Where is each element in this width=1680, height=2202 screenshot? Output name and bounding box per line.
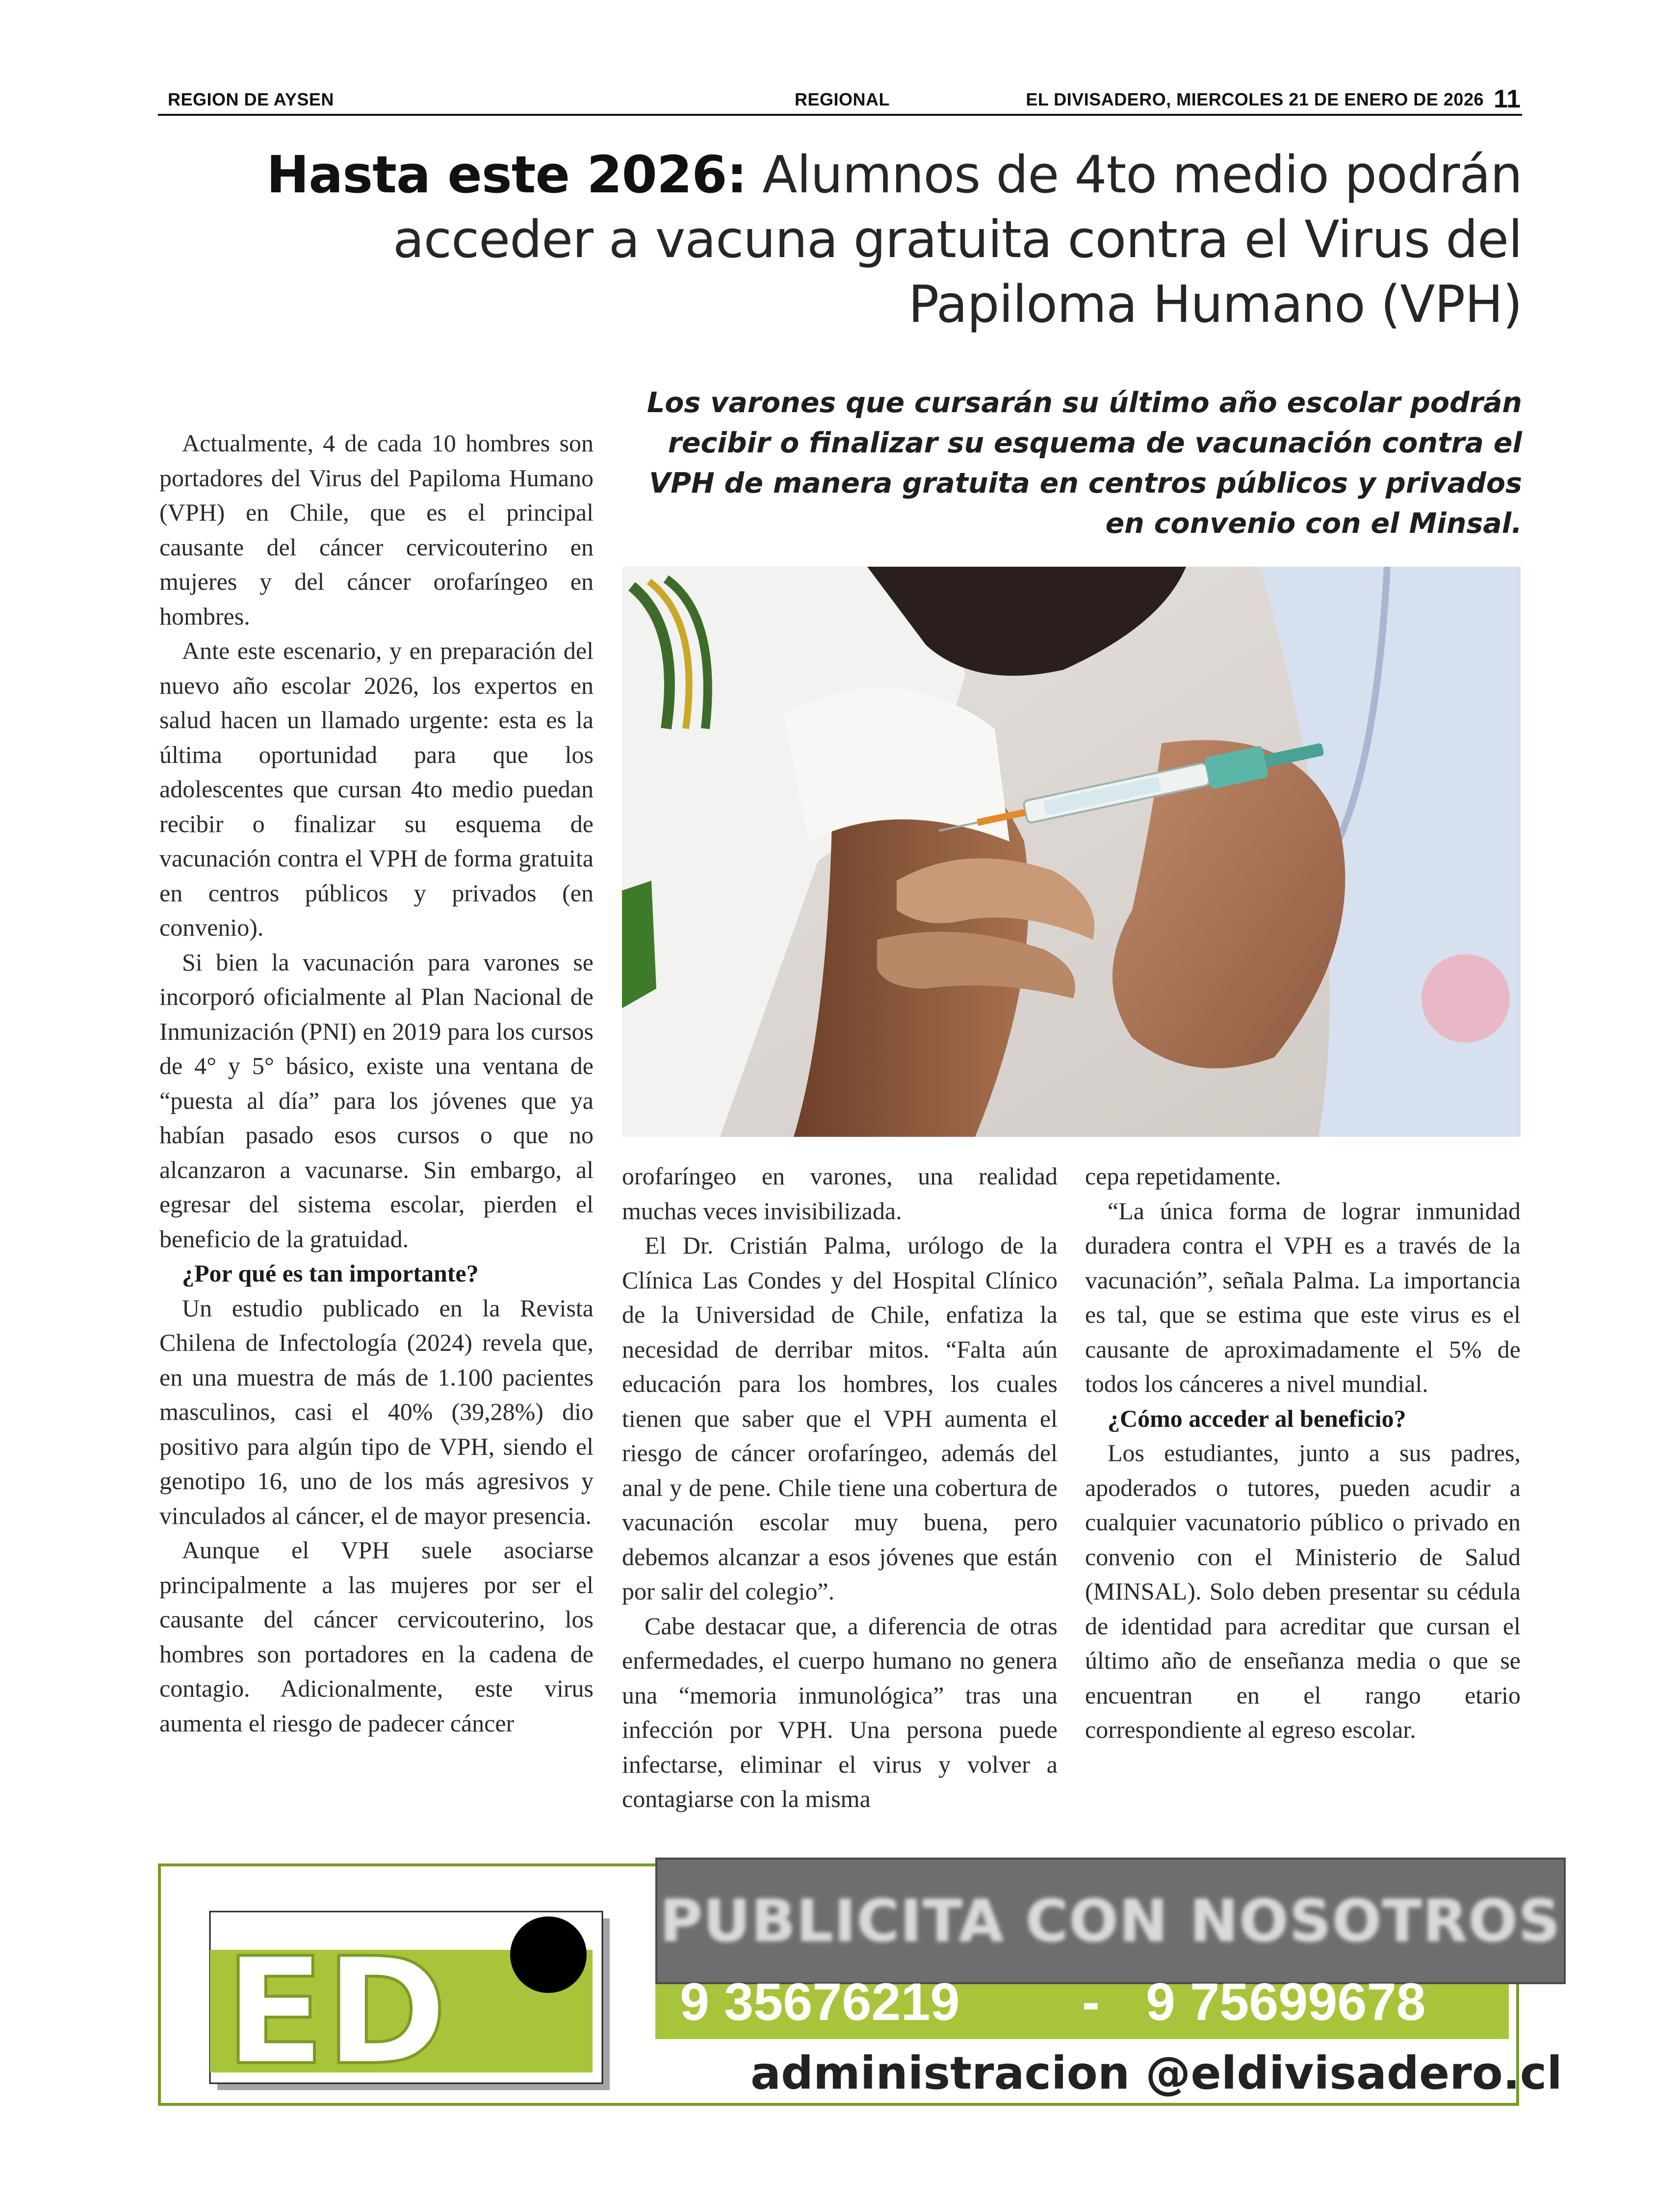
section-heading: ¿Por qué es tan importante? [182, 1259, 479, 1287]
article-column-2 [622, 1159, 1058, 1816]
paragraph: Cabe destacar que, a diferencia de otras enfermedades, el cuerpo humano no genera una “memoria inmunológica” tras una infección por VPH. Una persona puede infectarse, eliminar el virus y volver a contagiarse con la misma [622, 1612, 1058, 1812]
logo-text: ED [225, 1926, 447, 2097]
paragraph: Ante este escenario, y en preparación del nuevo año escolar 2026, los expertos en salud hacen un llamado urgente: esta es la última oportunidad para que los adolescentes que cursan 4to medio puedan recibir o finalizar su esquema de vacunación contra el VPH de forma gratuita en centros públicos y privados (en convenio). [159, 637, 594, 941]
article-column-1 [159, 426, 594, 1740]
article-column-3 [1085, 1159, 1521, 1747]
section-region: REGION DE AYSEN [168, 89, 334, 109]
ad-banner [655, 1858, 1566, 1984]
paragraph: Aunque el VPH suele asociarse principalmente a las mujeres por ser el causante del cáncer cervicouterino, los hombres son portadores en la cadena de contagio. Adicionalmente, este virus aumenta el riesgo de padecer cáncer [159, 1536, 594, 1737]
header-rule [158, 114, 1522, 116]
paragraph: El Dr. Cristián Palma, urólogo de la Clínica Las Condes y del Hospital Clínico de la Universidad de Chile, enfatiza la necesidad de derribar mitos. “Falta aún educación para los hombres, los cuales tienen que saber que el VPH aumenta el riesgo de cáncer orofaríngeo, además del anal y de pene. Chile tiene una cobertura de vacunación escolar muy buena, pero debemos alcanzar a esos jóvenes que están por salir del colegio”. [622, 1232, 1058, 1605]
el-divisadero-logo [161, 1866, 632, 2103]
ad-phone-2[interactable]: 9 75699678 [1146, 1972, 1426, 2031]
paragraph: Un estudio publicado en la Revista Chilena de Infectología (2024) revela que, en una muestra de más de 1.100 pacientes masculinos, casi el 40% (39,28%) dio positivo para algún tipo de VPH, siendo el genotipo 16, uno de los más agresivos y vinculados al cáncer, el de mayor presencia. [159, 1294, 594, 1529]
headline [206, 142, 1522, 337]
vaccination-photo [622, 567, 1521, 1137]
paragraph: Si bien la vacunación para varones se incorporó oficialmente al Plan Nacional de Inmunización (PNI) en 2019 para los cursos de 4° y 5° básico, existe una ventana de “puesta al día” para los jóvenes que ya habían pasado esos cursos o que no alcanzaron a vacunarse. Sin embargo, al egresar del sistema escolar, pierden el beneficio de la gratuidad. [159, 948, 594, 1253]
paragraph: Actualmente, 4 de cada 10 hombres son portadores del Virus del Papiloma Humano (VPH) en Chile, que es el principal causante del cáncer cervicouterino en mujeres y del cáncer orofaríngeo en hombres. [159, 429, 594, 630]
ad-phone-separator: - [1082, 1972, 1100, 2031]
section-name: REGIONAL [795, 89, 890, 109]
paragraph: Los estudiantes, junto a sus padres, apoderados o tutores, pueden acudir a cualquier vacunatorio público o privado en convenio con el Ministerio de Salud (MINSAL). Solo deben presentar su cédula de identidad para acreditar que cursan el último año de enseñanza media o que se encuentran en el rango etario correspondiente al egreso escolar. [1085, 1439, 1521, 1743]
ad-email[interactable]: administracion @eldivisadero.cl [750, 2047, 1562, 2099]
paragraph: cepa repetidamente. [1085, 1162, 1281, 1190]
section-heading: ¿Cómo acceder al beneficio? [1108, 1404, 1406, 1432]
vaccination-illustration [622, 567, 1521, 1137]
headline-rest: Alumnos de 4to medio podrán acceder a vacuna gratuita contra el Virus del Papiloma Humano (VPH) [393, 145, 1522, 334]
ad-phone-1[interactable]: 9 35676219 [680, 1972, 960, 2031]
paragraph: orofaríngeo en varones, una realidad muchas veces invisibilizada. [622, 1162, 1058, 1225]
ad-phone-strip [655, 1972, 1509, 2039]
paragraph: “La única forma de lograr inmunidad duradera contra el VPH es a través de la vacunación”, señala Palma. La importancia es tal, que se estima que este virus es el causante de aproximadamente el 5% de todos los cánceres a nivel mundial. [1085, 1197, 1521, 1397]
headline-lead: Hasta este 2026: [266, 145, 747, 205]
page-number: 11 [1494, 85, 1521, 113]
ad-banner-text: PUBLICITA CON NOSOTROS [660, 1887, 1561, 1955]
dateline: EL DIVISADERO, MIERCOLES 21 DE ENERO DE 2026 [1026, 89, 1484, 109]
subtitle: Los varones que cursarán su último año escolar podrán recibir o finalizar su esquema de vacunación contra el VPH de manera gratuita en centros públicos y privados en convenio con el Minsal. [646, 387, 1522, 540]
